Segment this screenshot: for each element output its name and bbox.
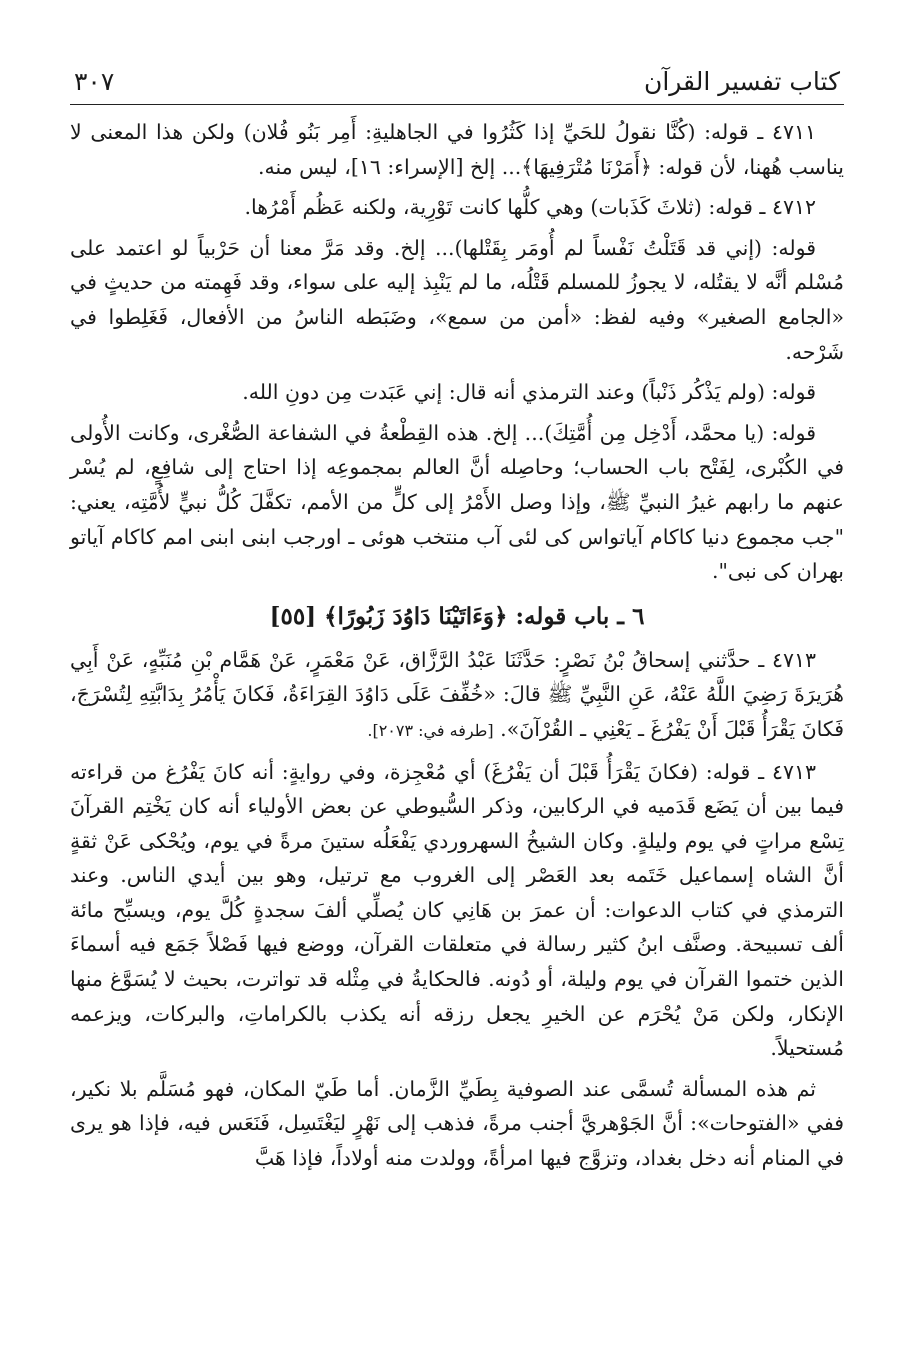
- header-title: كتاب تفسير القرآن: [643, 67, 840, 96]
- page-number: ٣٠٧: [74, 67, 115, 96]
- hadith-text: ٤٧١٣ ـ حدَّثني إسحاقُ بْنُ نَصْرٍ: حَدَّثَنَا عَبْدُ الرَّزَّاق، عَنْ مَعْمَرٍ، عَنْ هَمَّام بْنِ مُنَبِّهٍ، عَنْ أَبِي هُرَيرَةَ رَضِيَ اللَّهُ عَنْهُ، عَنِ النَّبِيِّ ﷺ قالَ: «خُفِّفَ عَلَى دَاوُدَ القِرَاءَةُ، فَكانَ يَأْمُرُ بِدَابَّتِهِ لِتُسْرَجَ، فَكانَ يَقْرَأُ قَبْلَ أَنْ يَفْرُغَ ـ يَعْنِي ـ القُرْآنَ».: [70, 647, 844, 741]
- page-body: [70, 115, 844, 1176]
- running-head: [70, 62, 844, 102]
- section-heading: ٦ ـ باب قوله: ﴿وَءَاتَيْنَا دَاوُدَ زَبُورًا﴾ [٥٥]: [269, 602, 645, 630]
- paragraph-sin: قوله: (ولم يَذْكُر ذَنْباً) وعند الترمذي أنه قال: إني عَبَدت مِن دونِ الله.: [242, 380, 816, 405]
- paragraph-4712: ٤٧١٢ ـ قوله: (ثلاثَ كَذَبات) وهي كلُّها كانت تَوْرِية، ولكنه عَظُم أَمْرُها.: [244, 195, 816, 220]
- header-divider: [70, 104, 844, 105]
- hadith-reference: [طرفه في: ٢٠٧٣].: [367, 720, 494, 740]
- commentary-4713: ٤٧١٣ ـ قوله: (فكانَ يَقْرَأُ قَبْلَ أن يَفْرُغَ) أي مُعْجِزة، وفي روايةٍ: أنه كانَ يَفْرُغ من قراءته فيما بين أن يَضَع قَدَميه في الركابين، وذكر السُّيوطي عن بعض الأولياء أنه كان يَخْتِم القرآنَ تِسْع مراتٍ في يوم وليلةٍ. وكان الشيخُ السهروردي يَفْعَلُه ستينَ مرةً في يوم، ويُحْكى عَنْ ثقةٍ أنَّ الشاه إسماعيل خَتَمه بعد العَصْر إلى الغروب مع ترتيل، وهو بين أيدي الناس. وعند الترمذي في كتاب الدعوات: أن عمرَ بن هَانِي كان يُصلِّي ألفَ سجدةٍ كُلَّ يوم، ويسبِّح مائة ألف تسبيحة. وصنَّف ابنُ كثير رسالة في متعلقات القرآن، ووضع فيها فَصْلاً جَمَع فيه أسماءَ الذين ختموا القرآن في يوم وليلة، أو دُونه. فالحكايةُ في مِثْله قد تواترت، بحيث لا يُسَوَّغ منها الإنكار، ولكن مَنْ يُحْرَم عن الخيرِ يجعل رزقه أنه يكذب بالكراماتِ، والبركات، ويزعمه مُستحيلاً.: [70, 759, 844, 1061]
- hadith-4713: [70, 643, 844, 749]
- paragraph-killing: قوله: (إني قد قَتَلْتُ نَفْساً لم أُومَر بِقَتْلها)... إلخ. وقد مَرَّ معنا أن حَرْبياً لو اعتمد على مُسْلم أنَّه لا يقتُله، لا يجوزُ للمسلم قَتْلُه، ما لم يَنْبِذ إليه على سواء، وقد فَهِمته من حديثٍ في «الجامع الصغير» وفيه لفظ: «أمن من سمع»، وضَبَطه الناسُ من الأفعال، فَغَلِطوا في شَرْحه.: [70, 235, 844, 364]
- paragraph-4711: ٤٧١١ ـ قوله: (كُنَّا نقولُ للحَيِّ إذا كَثُرُوا في الجاهليةِ: أَمِر بَنُو فُلان) ولكن هذا المعنى لا يناسب هُهنا، لأن قوله: ﴿أَمَرْنَا مُتْرَفِيهَا﴾... إلخ [الإسراء: ١٦]، ليس منه.: [70, 120, 844, 179]
- paragraph-intercession: قوله: (يا محمَّد، أَدْخِل مِن أُمَّتِكَ)... إلخ. هذه القِطْعةُ في الشفاعة الصُّغْرى، وكانت الأُولى في الكُبْرى، لِفَتْح باب الحساب؛ وحاصِله أنَّ العالم بمجموعِه إذا احتاج إلى شافِعٍ، لم يُسْر عنهم ما رابهم غيرُ النبيِّ ﷺ، وإذا وصل الأَمْرُ إلى كلٍّ من الأمم، تكفَّلَ كُلُّ نبيٍّ لأُمَّتِه، يعني: "جب مجموع دنيا كاكام آياتواس كى لئى آب منتخب هوئى ـ اورجب ابنى ابنى امم كاكام آياتو بهران كى نبى".: [70, 420, 844, 584]
- commentary-tayy: ثم هذه المسألة تُسمَّى عند الصوفية بِطَيِّ الزَّمان. أما طَيّ المكان، فهو مُسَلَّم بلا نكير، ففي «الفتوحات»: أنَّ الجَوْهريَّ أجنب مرةً، فذهب إلى نَهْرٍ ليَغْتَسِل، فَنَعَس فيه، فإذا هو يرى في المنام أنه دخل بغداد، وتزوَّج فيها امرأةً، وولدت منه أولاداً، فإذا هَبَّ: [70, 1076, 844, 1171]
